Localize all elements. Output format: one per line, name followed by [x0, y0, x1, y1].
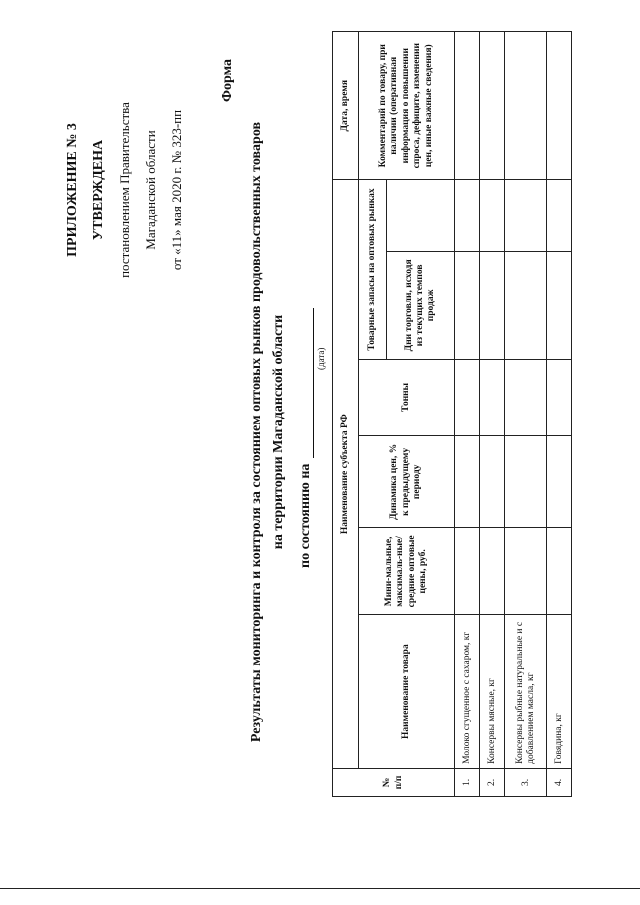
cell-tons: [480, 359, 505, 436]
approval-header: [60, 10, 190, 370]
form-label: Форма: [220, 58, 235, 102]
cell-prices: [480, 528, 505, 615]
cell-comment: [455, 32, 480, 180]
row-num: 3.: [505, 768, 547, 796]
date-prefix: по состоянию на: [298, 463, 313, 568]
cell-days: [480, 252, 505, 359]
col-header-region: Наименование субъекта РФ: [333, 180, 359, 768]
cell-days: [505, 252, 547, 359]
cell-days: [547, 252, 572, 359]
col-header-num: № п/п: [333, 768, 455, 796]
cell-datetime: [480, 180, 505, 252]
col-header-prices: Мини-мальные, максималь-ные/средние оптовые цены, руб.: [358, 528, 455, 615]
cell-comment: [505, 32, 547, 180]
cell-datetime: [547, 180, 572, 252]
decree-line-3: от «11» мая 2020 г. № 323-пп: [169, 109, 184, 271]
cell-datetime: [505, 180, 547, 252]
appendix-number: ПРИЛОЖЕНИЕ № 3: [65, 123, 80, 257]
approved-label: УТВЕРЖДЕНА: [91, 139, 106, 241]
cell-dynamics: [480, 436, 505, 528]
col-header-stocks: Товарные запасы на оптовых рынках: [358, 180, 387, 359]
cell-prices: [547, 528, 572, 615]
decree-line-2: Магаданской области: [143, 130, 158, 250]
row-num: 1.: [455, 768, 480, 796]
date-blank-line: [299, 308, 314, 458]
row-product: Консервы мясные, кг: [480, 615, 505, 768]
header-row-2: [358, 32, 387, 797]
date-caption: (дата): [316, 347, 326, 370]
col-header-dynamics: Динамика цен, % к предыдущему периоду: [358, 436, 455, 528]
col-header-tons: Тонны: [358, 359, 455, 436]
cell-tons: [547, 359, 572, 436]
row-num: 4.: [547, 768, 572, 796]
cell-prices: [455, 528, 480, 615]
cell-dynamics: [505, 436, 547, 528]
row-product: Говядина, кг: [547, 615, 572, 768]
title-line-2: на территории Магаданской области: [271, 314, 286, 550]
col-header-product: Наименование товара: [358, 615, 455, 768]
col-header-comment: Комментарий по товару, при наличии (оперативная информация о повышении спроса, дефиците, изменении цен, иные важные сведения): [358, 32, 455, 180]
cell-dynamics: [547, 436, 572, 528]
row-num: 2.: [480, 768, 505, 796]
cell-days: [455, 252, 480, 359]
cell-dynamics: [455, 436, 480, 528]
table-row: [547, 32, 572, 797]
document-title: [246, 92, 290, 772]
decree-line-1: постановлением Правительства: [117, 102, 132, 278]
col-header-days: Дни торговли, исходя из текущих темпов продаж: [387, 252, 455, 359]
row-product: Консервы рыбные натуральные и с добавлением масла, кг: [505, 615, 547, 768]
title-line-1: Результаты мониторинга и контроля за состоянием оптовых рынков продовольственных товаров: [249, 121, 264, 743]
header-row-1: [333, 32, 359, 797]
cell-comment: [480, 32, 505, 180]
cell-tons: [455, 359, 480, 436]
monitoring-table: [332, 31, 572, 797]
bottom-rule: [0, 888, 640, 889]
cell-datetime: [455, 180, 480, 252]
cell-tons: [505, 359, 547, 436]
date-row: [298, 308, 314, 568]
cell-comment: [547, 32, 572, 180]
row-product: Молоко сгущенное с сахаром, кг: [455, 615, 480, 768]
table-row: [480, 32, 505, 797]
table-row: [505, 32, 547, 797]
col-header-datetime: Дата, время: [333, 32, 359, 180]
cell-prices: [505, 528, 547, 615]
col-header-empty: [387, 180, 455, 252]
table-row: [455, 32, 480, 797]
